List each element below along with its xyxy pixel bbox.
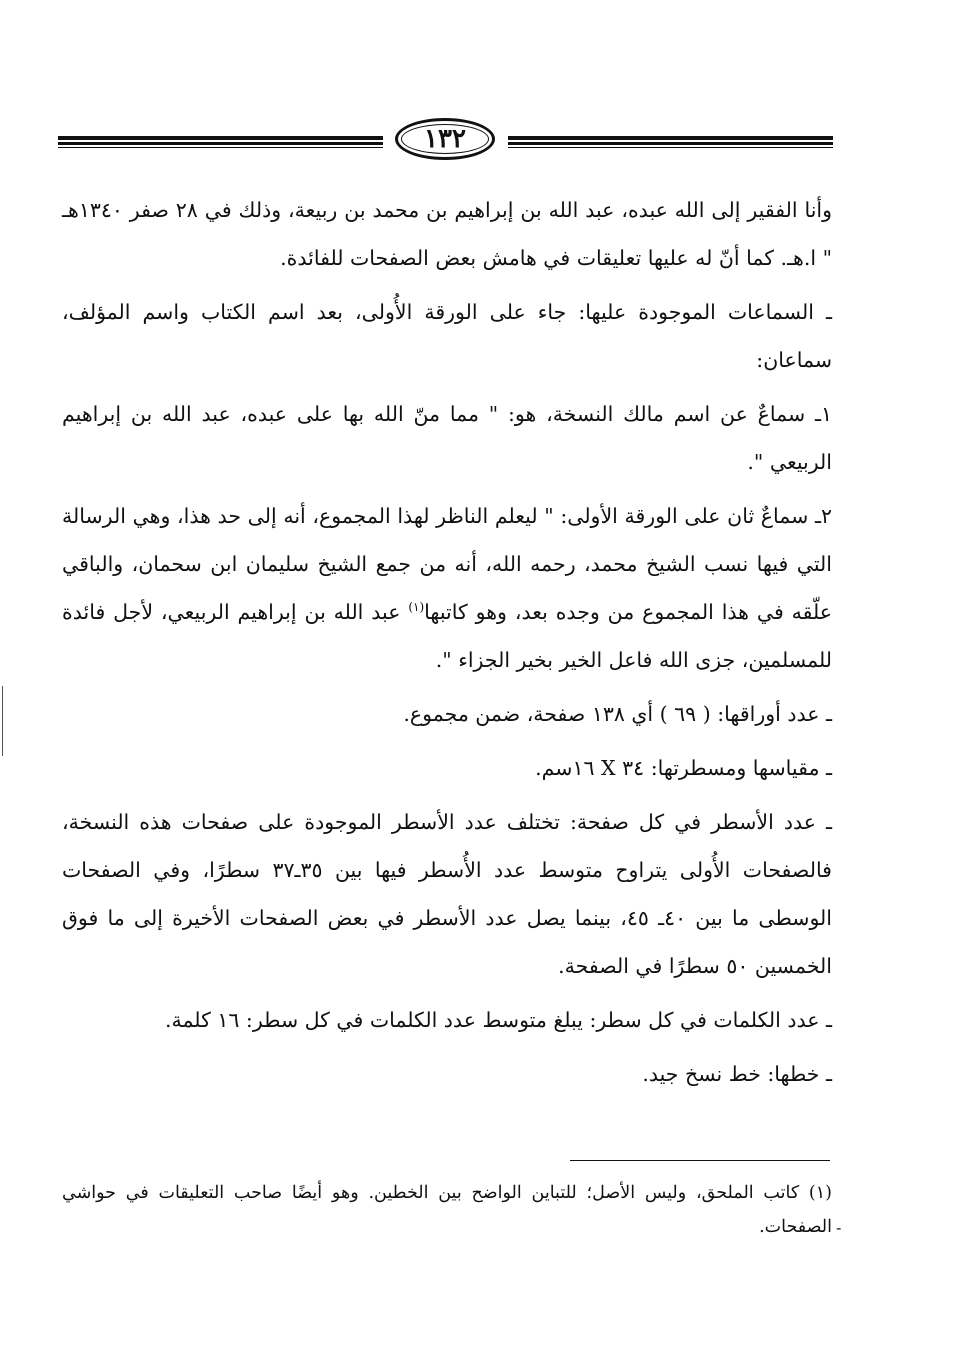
footnote-separator — [570, 1160, 830, 1161]
page-number-frame — [395, 118, 495, 160]
header-rule-left — [508, 136, 833, 152]
page-header — [58, 112, 833, 172]
scan-artifact — [2, 686, 3, 756]
footnote-ref: (١) — [408, 600, 425, 615]
margin-mark: - — [836, 1218, 842, 1237]
body-text — [62, 186, 832, 1098]
paragraph-4-head: ٢ـ سماعٌ ثان على الورقة الأولى: " ليعلم الناظر لهذا المجموع، أنه إلى حد هذا، وهي الرسالة التي فيها نسب الشيخ محمد، رحمه الله، أنه من جمع الشيخ سليمان ابن سحمان، والباقي علّقه في هذا المجموع من وجده بعد، وهو كاتبها — [62, 504, 833, 624]
paragraph-9: ـ خطها: خط نسخ جيد. — [642, 1062, 832, 1086]
paragraph-4-tail: عبد الله بن إبراهيم الربيعي، لأجل فائدة للمسلمين، جزى الله فاعل الخير بخير الجزاء ". — [62, 600, 832, 672]
paragraph-5: ـ عدد أوراقها: ( ٦٩ ) أي ١٣٨ صفحة، ضمن مجموع. — [403, 702, 832, 726]
paragraph-3: ١ـ سماعٌ عن اسم مالك النسخة، هو: " مما منّ الله بها على عبده، عبد الله بن إبراهيم الربيعي ". — [62, 402, 832, 474]
footnote-1: (١) كاتب الملحق، وليس الأصل؛ للتباين الواضح بين الخطين. وهو أيضًا صاحب التعليقات في حواشي الصفحات. — [62, 1183, 832, 1237]
paragraph-4 — [62, 492, 832, 684]
header-rule-right — [58, 136, 383, 152]
paragraph-1: وأنا الفقير إلى الله عبده، عبد الله بن إبراهيم بن محمد بن ربيعة، وذلك في ٢٨ صفر ١٣٤٠هـ " ا.هـ. كما أنّ له عليها تعليقات في هامش بعض الصفحات للفائدة. — [62, 198, 832, 270]
paragraph-8: ـ عدد الكلمات في كل سطر: يبلغ متوسط عدد الكلمات في كل سطر: ١٦ كلمة. — [164, 1008, 832, 1032]
page-number: ١٣٢ — [424, 124, 466, 154]
footnotes — [62, 1176, 832, 1244]
paragraph-7: ـ عدد الأسطر في كل صفحة: تختلف عدد الأسطر الموجودة على صفحات هذه النسخة، فالصفحات الأُولى يتراوح متوسط عدد الأُسطر فيها بين ٣٥ـ٣٧ سطرًا، وفي الصفحات الوسطى ما بين ٤٠ـ ٤٥، بينما يصل عدد الأسطر في بعض الصفحات الأخيرة إلى ما فوق الخمسين ٥٠ سطرًا في الصفحة. — [62, 810, 832, 978]
paragraph-2: ـ السماعات الموجودة عليها: جاء على الورقة الأُولى، بعد اسم الكتاب واسم المؤلف، سماعان: — [62, 300, 832, 372]
paragraph-6: ـ مقياسها ومسطرتها: ٣٤ X ١٦سم. — [535, 756, 832, 780]
